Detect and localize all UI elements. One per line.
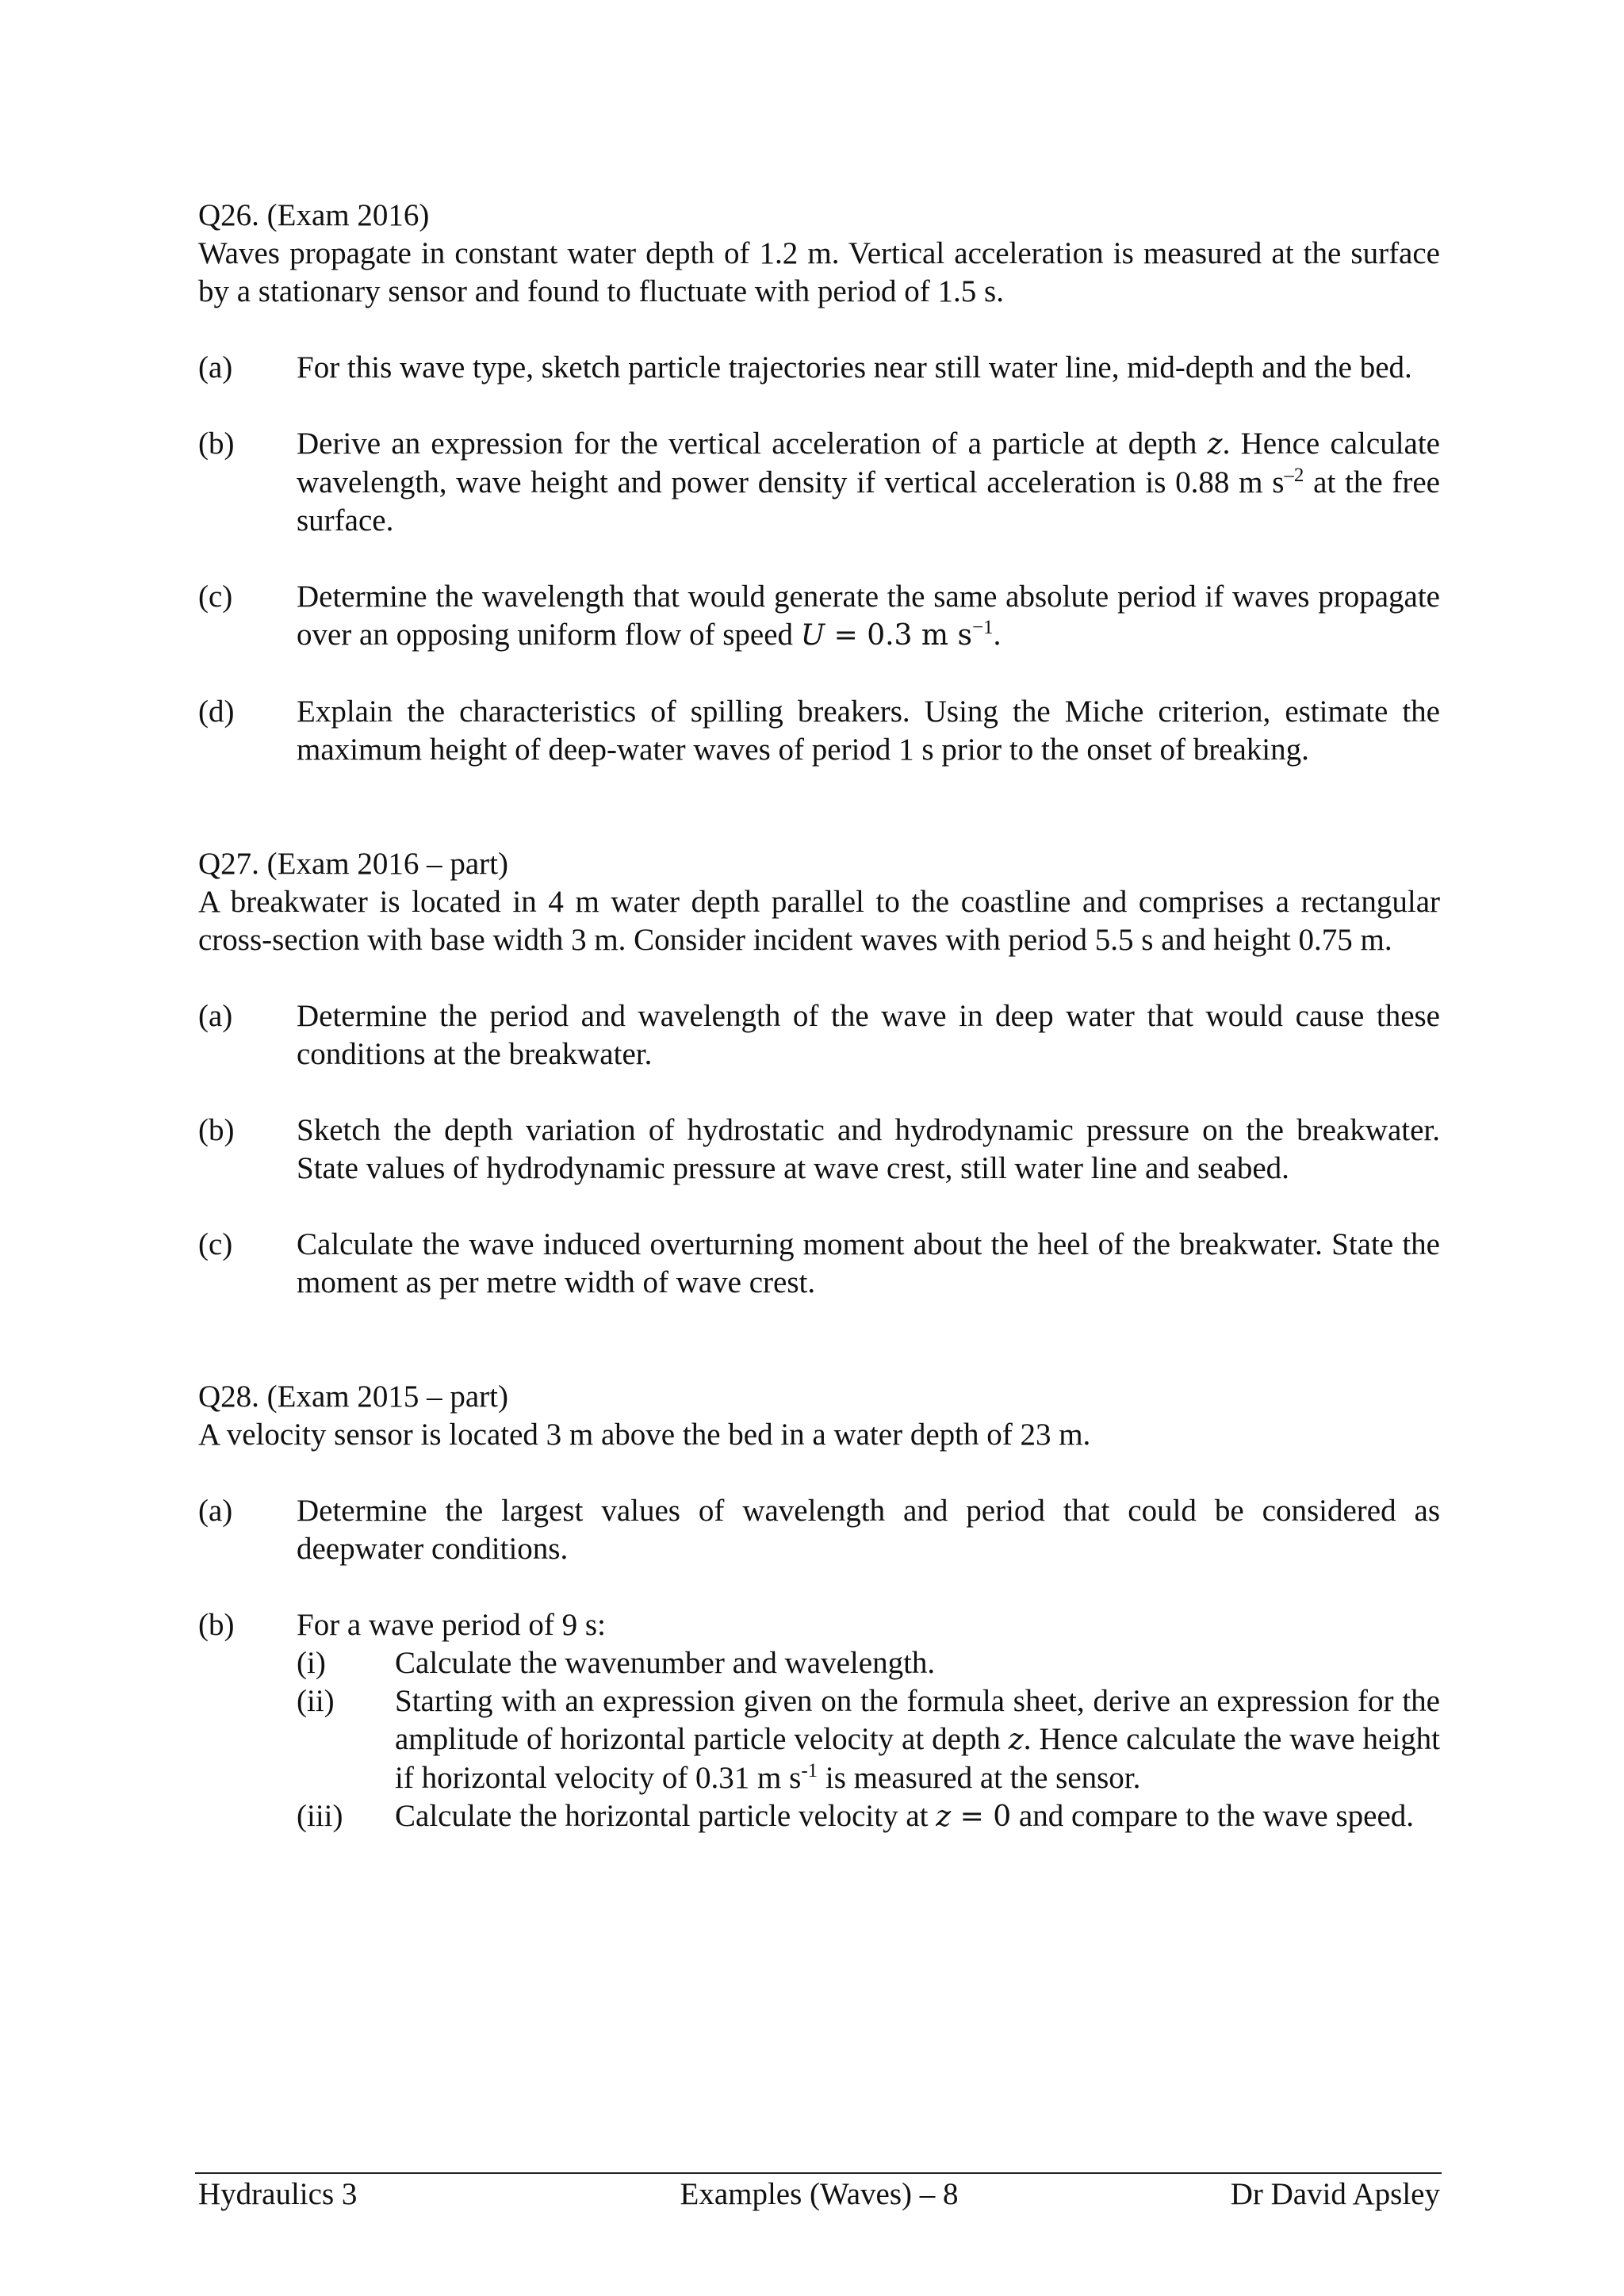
question-part [198,1492,1440,1568]
subpart-text-segment: Starting with an expression given on the formula sheet, derive an expression for the amplitude of horizontal particle velocity at depth [395,1684,1440,1756]
math-variable: z [1008,1724,1024,1756]
part-text: Explain the characteristics of spilling breakers. Using the Miche criterion, estimate the maximum height of deep-water waves of period 1 s prior to the onset of breaking. [297,695,1440,767]
footer-page-label: Examples (Waves) – 8 [680,2177,959,2211]
subpart-label: (i) [297,1646,326,1680]
subpart-text [395,1797,1440,1836]
part-text-segment: Derive an expression for the vertical acceleration of a particle at depth [297,427,1208,461]
question-title: Q27. (Exam 2016 – part) [198,847,508,881]
part-text: Calculate the wave induced overturning moment about the heel of the breakwater. State the moment as per metre width of wave crest. [297,1227,1440,1299]
page-content [198,197,1440,1836]
part-text-segment: . Hence calculate wavelength, wave height and power density if vertical acceleration is 0.88 m s [297,427,1440,499]
part-text [297,425,1440,540]
part-label: (a) [198,350,233,385]
subpart-label: (ii) [297,1684,335,1718]
part-label: (c) [198,580,233,614]
part-text: For this wave type, sketch particle trajectories near still water line, mid-depth and the bed. [297,350,1412,385]
part-text-segment: Determine the wavelength that would generate the same absolute period if waves propagate over an opposing uniform flow of speed [297,580,1440,652]
question-part [198,1226,1440,1302]
question-subpart [198,1644,1440,1682]
part-label: (c) [198,1227,233,1261]
unit-exponent: −1 [971,617,994,638]
part-label: (b) [198,1608,235,1642]
part-label: (d) [198,695,235,729]
math-variable: U [800,619,825,652]
part-text [297,578,1440,655]
part-text: Determine the largest values of wavelength and period that could be considered as deepwater conditions. [297,1494,1440,1566]
question-26 [198,197,1440,769]
unit-exponent: –2 [1284,465,1304,486]
question-subpart [198,1797,1440,1836]
math-expression: = 0.3 m s [825,619,972,652]
math-variable: z [936,1800,952,1833]
part-text-segment: at the free surface. [297,465,1440,538]
question-intro: A breakwater is located in 4 m water depth parallel to the coastline and comprises a rectangular cross-section with base width 3 m. Consider incident waves with period 5.5 s and height 0.75 m. [198,885,1440,957]
part-label: (a) [198,999,233,1033]
question-title: Q28. (Exam 2015 – part) [198,1380,508,1414]
question-intro: Waves propagate in constant water depth of 1.2 m. Vertical acceleration is measured at the surface by a stationary sensor and found to fluctuate with period of 1.5 s. [198,236,1440,308]
question-27 [198,845,1440,1302]
question-part [198,578,1440,655]
subpart-text-segment: is measured at the sensor. [818,1761,1141,1795]
question-28 [198,1378,1440,1836]
question-part [198,693,1440,769]
subpart-text-segment: Calculate the horizontal particle velocity at [395,1799,936,1833]
question-part [198,997,1440,1073]
part-label: (a) [198,1494,233,1528]
question-intro: A velocity sensor is located 3 m above the bed in a water depth of 23 m. [198,1418,1091,1452]
subpart-text-segment: and compare to the wave speed. [1011,1799,1415,1833]
math-variable: z [1207,428,1223,461]
footer-course: Hydraulics 3 [198,2177,358,2211]
unit-exponent: -1 [801,1760,818,1781]
question-part [198,1112,1440,1188]
subpart-label: (iii) [297,1799,343,1833]
question-part [198,1606,1440,1836]
part-text-segment: . [993,618,1002,652]
part-label: (b) [198,427,235,461]
part-text: Sketch the depth variation of hydrostatic and hydrodynamic pressure on the breakwater. State values of hydrodynamic pressure at wave crest, still water line and seabed. [297,1113,1440,1185]
subpart-text-segment: . Hence calculate the wave height if horizontal velocity of 0.31 m s [395,1722,1440,1795]
footer-author: Dr David Apsley [1230,2177,1440,2211]
question-part [198,349,1440,387]
question-title: Q26. (Exam 2016) [198,198,430,232]
question-subpart [198,1682,1440,1797]
part-text: For a wave period of 9 s: [297,1608,606,1642]
question-part [198,425,1440,540]
subpart-text: Calculate the wavenumber and wavelength. [395,1646,936,1680]
part-text: Determine the period and wavelength of the wave in deep water that would cause these conditions at the breakwater. [297,999,1440,1071]
footer-divider [195,2172,1442,2174]
math-expression: = 0 [951,1800,1012,1833]
subpart-text [395,1682,1440,1797]
part-label: (b) [198,1113,235,1147]
